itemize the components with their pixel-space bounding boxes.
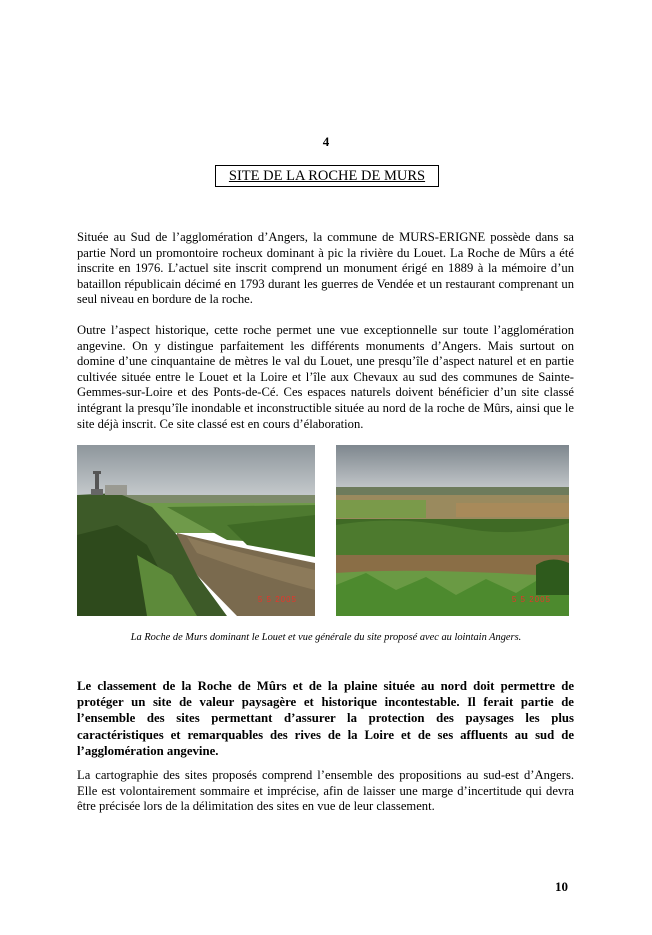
photo-date-stamp: 5 5 2005 — [511, 595, 551, 604]
section-title: SITE DE LA ROCHE DE MURS — [215, 165, 439, 187]
photo-caption: La Roche de Murs dominant le Louet et vue générale du site proposé avec au lointain Angers. — [130, 632, 522, 643]
photo-roche-de-murs — [77, 445, 315, 616]
paragraph-view: Outre l’aspect historique, cette roche permet une vue exceptionnelle sur toute l’agglomération angevine. On y distingue parfaitement les différents monuments d’Angers. Mais surtout on domine d’une cinquantaine de mètres le val du Louet, une presqu’île d’aspect naturel et en partie cultivée située entre le Louet et la Loire et l’île aux Chevaux au sud des communes de Sainte-Gemmes-sur-Loire et des Ponts-de-Cé. Ces espaces naturels doivent bénéficier d’un site classé intégrant la presqu’île inondable et inconstructible située au nord de la roche de Mûrs, ainsi que le site déjà inscrit. Ce site classé est en cours d’élaboration. — [77, 323, 574, 431]
photo-date-stamp: 5 5 2005 — [257, 595, 297, 604]
paragraph-intro: Située au Sud de l’agglomération d’Angers, la commune de MURS-ERIGNE possède dans sa partie Nord un promontoire rocheux dominant à pic la rivière du Louet. La Roche de Mûrs a été inscrite en 1976. L’actuel site inscrit comprend un monument érigé en 1889 à la mémoire d’un bataillon républicain décimé en 1793 durant les guerres de Vendée et un restaurant comprenant un seul niveau en bordure de la roche. — [77, 230, 574, 307]
paragraph-classification-bold: Le classement de la Roche de Mûrs et de la plaine située au nord doit permettre de protéger un site de valeur paysagère et historique incontestable. Il ferait partie de l’ensemble des sites permettant d’assurer la protection des paysages les plus caractéristiques et remarquables des rives de la Loire et de ses affluents au sud de l’agglomération angevine. — [77, 679, 574, 758]
section-number: 4 — [322, 134, 330, 149]
panorama-image — [336, 445, 569, 616]
paragraph-cartography: La cartographie des sites proposés comprend l’ensemble des propositions au sud-est d’Angers. Elle est volontairement sommaire et imprécise, afin de laisser une marge d’incertitude qui devra être précisée lors de la délimitation des sites en vue de leur classement. — [77, 768, 574, 814]
page-number: 10 — [555, 879, 568, 894]
cliff-river-image — [77, 445, 315, 616]
photo-panorama-angers — [336, 445, 569, 616]
